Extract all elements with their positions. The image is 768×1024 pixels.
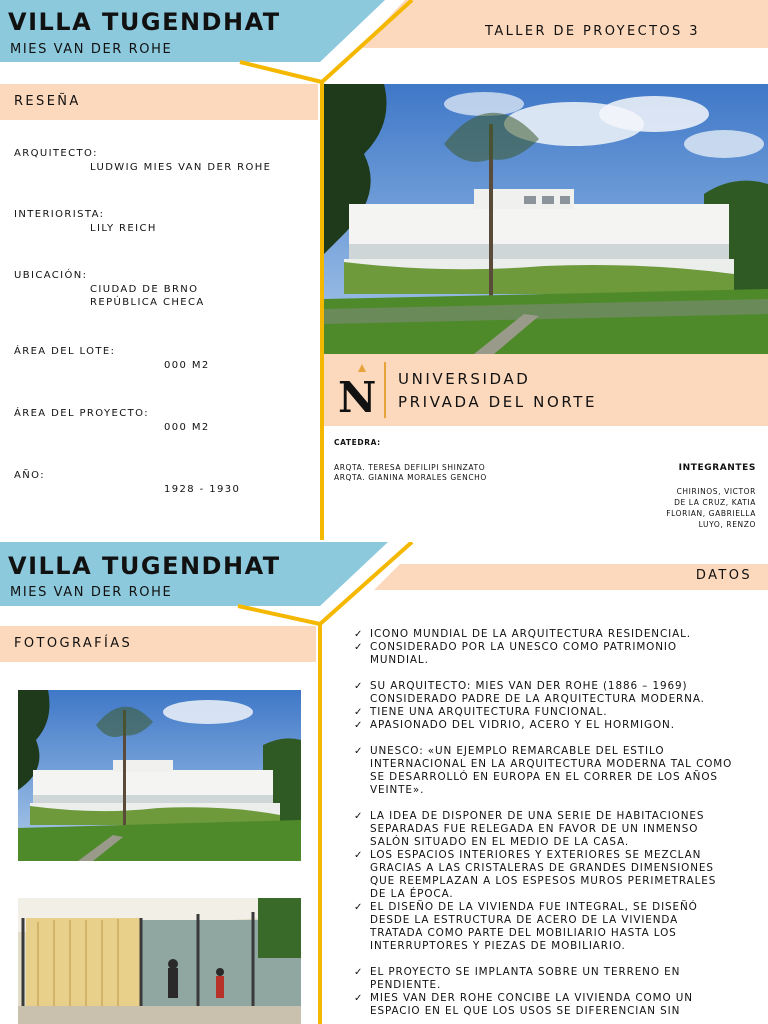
field-architect — [14, 148, 314, 173]
sheet-2-title: VILLA TUGENDHAT — [8, 552, 281, 580]
datos-item: ✓ LA IDEA DE DISPONER DE UNA SERIE DE HABITACIONES SEPARADAS FUE RELEGADA EN FAVOR DE UN INMENSO SALÓN SITUADO EN EL MEDIO DE LA CASA. — [354, 810, 734, 849]
datos-list — [354, 628, 734, 1018]
datos-item: ✓ TIENE UNA ARQUITECTURA FUNCIONAL. — [354, 706, 734, 719]
integrante-name: CHIRINOS, VICTOR — [676, 487, 756, 496]
integrante-name: LUYO, RENZO — [698, 520, 756, 529]
field-label: ARQUITECTO: — [14, 148, 98, 159]
sheet-1-title: VILLA TUGENDHAT — [8, 8, 281, 36]
datos-item: ✓ APASIONADO DEL VIDRIO, ACERO Y EL HORMIGON. — [354, 719, 734, 732]
field-value-2: REPÚBLICA CHECA — [90, 297, 205, 308]
field-value: LILY REICH — [90, 223, 157, 234]
university-logo-icon — [336, 360, 376, 418]
villa-garden-photo — [18, 690, 301, 861]
datos-item: ✓ UNESCO: «UN EJEMPLO REMARCABLE DEL ESTILO INTERNACIONAL EN LA ARQUITECTURA MODERNA TAL COMO SE DESARROLLÓ EN EUROPA EN EL CORRER DE LOS AÑOS VEINTE». — [354, 745, 734, 797]
sheet-2 — [0, 542, 768, 1024]
integrante-name: FLORIAN, GABRIELLA — [666, 509, 756, 518]
field-lot-area — [14, 346, 314, 371]
course-label: TALLER DE PROYECTOS 3 — [485, 24, 700, 39]
university-name-1: UNIVERSIDAD — [398, 370, 531, 388]
field-value: 000 M2 — [164, 422, 210, 433]
datos-item: ✓ EL DISEÑO DE LA VIVIENDA FUE INTEGRAL, SE DISEÑÓ DESDE LA ESTRUCTURA DE ACERO DE LA VIVIENDA TRATADA COMO PARTE DEL MOBILIARIO HASTA LOS INTERRUPTORES Y PIEZAS DE MOBILIARIO. — [354, 901, 734, 953]
fotografias-label: FOTOGRAFÍAS — [14, 636, 133, 651]
field-location — [14, 270, 314, 308]
datos-item: ✓ ICONO MUNDIAL DE LA ARQUITECTURA RESIDENCIAL. — [354, 628, 734, 641]
catedra-name: ARQTA. TERESA DEFILIPI SHINZATO — [334, 463, 486, 472]
field-value: 1928 - 1930 — [164, 484, 241, 495]
field-label: INTERIORISTA: — [14, 209, 105, 220]
field-label: UBICACIÓN: — [14, 270, 88, 281]
catedra-label: CATEDRA: — [334, 438, 381, 447]
integrante-name: DE LA CRUZ, KATIA — [674, 498, 756, 507]
sheet-1-subtitle: MIES VAN DER ROHE — [10, 42, 173, 57]
field-value: CIUDAD DE BRNO — [90, 284, 199, 295]
field-year — [14, 470, 314, 495]
university-name-2: PRIVADA DEL NORTE — [398, 393, 598, 411]
field-project-area — [14, 408, 314, 433]
catedra-name: ARQTA. GIANINA MORALES GENCHO — [334, 473, 487, 482]
datos-item: ✓ MIES VAN DER ROHE CONCIBE LA VIVIENDA COMO UN ESPACIO EN EL QUE LOS USOS SE DIFERENCIAN SIN — [354, 992, 734, 1018]
field-label: ÁREA DEL LOTE: — [14, 346, 116, 357]
svg-text:N: N — [338, 373, 376, 418]
villa-exterior-photo — [324, 84, 768, 354]
field-label: AÑO: — [14, 470, 45, 481]
field-value: LUDWIG MIES VAN DER ROHE — [90, 162, 272, 173]
integrantes-label: INTEGRANTES — [678, 463, 756, 473]
university-band — [324, 354, 768, 426]
datos-item: ✓ SU ARQUITECTO: MIES VAN DER ROHE (1886 – 1969) CONSIDERADO PADRE DE LA ARQUITECTURA MODERNA. — [354, 680, 734, 706]
datos-item: ✓ LOS ESPACIOS INTERIORES Y EXTERIORES SE MEZCLAN GRACIAS A LAS CRISTALERAS DE GRANDES DIMENSIONES QUE REEMPLAZAN A LOS ESPESOS MUROS PERIMETRALES DE LA ÉPOCA. — [354, 849, 734, 901]
sheet-2-subtitle: MIES VAN DER ROHE — [10, 585, 173, 600]
villa-interior-photo — [18, 898, 301, 1024]
university-divider — [384, 362, 386, 418]
field-interior — [14, 209, 314, 234]
datos-item: ✓ CONSIDERADO POR LA UNESCO COMO PATRIMONIO MUNDIAL. — [354, 641, 734, 667]
field-label: ÁREA DEL PROYECTO: — [14, 408, 149, 419]
resena-label: RESEÑA — [14, 94, 81, 109]
datos-item: ✓ EL PROYECTO SE IMPLANTA SOBRE UN TERRENO EN PENDIENTE. — [354, 966, 734, 992]
field-value: 000 M2 — [164, 360, 210, 371]
datos-label: DATOS — [695, 568, 752, 583]
